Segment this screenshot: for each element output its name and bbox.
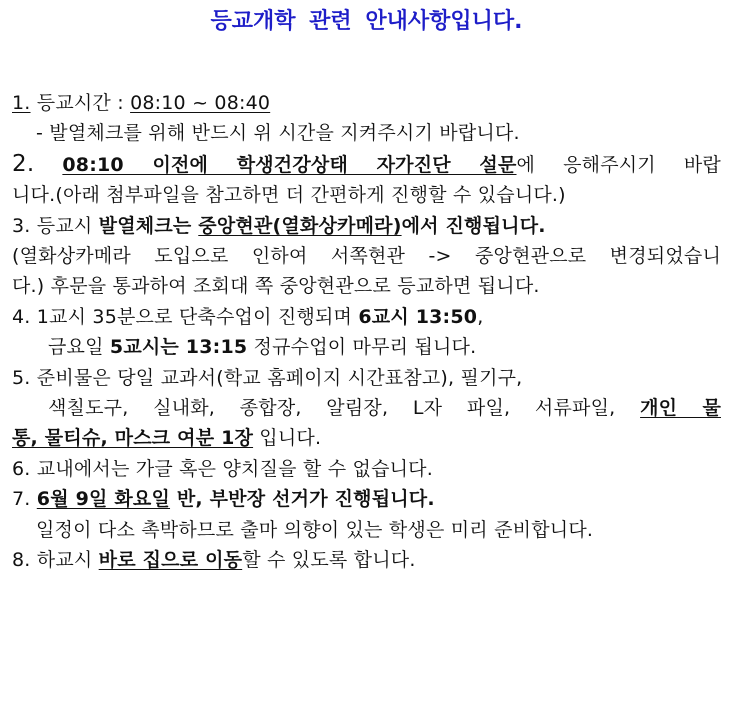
item-8-lead: 8. 하교시 — [12, 549, 99, 572]
item-5-line3-c: 입니다. — [253, 427, 322, 450]
item-4-line2-c: 정규수업이 마무리 됩니다. — [247, 336, 477, 359]
item-3-bold1: 발열체크는 — [98, 214, 199, 237]
item-4-line — [12, 302, 721, 332]
item-7-date: 6월 9일 화요일 — [36, 488, 171, 511]
item-5-line3-b: 통, 물티슈, 마스크 여분 1장 — [12, 427, 254, 450]
item-3-bold2: 에서 진행됩니다. — [401, 214, 546, 237]
item-3-lead: 3. 등교시 — [12, 214, 99, 237]
item-4-lead: 4. 1교시 35분으로 단축수업이 진행되며 — [12, 305, 359, 328]
item-1-sub: - 발열체크를 위해 반드시 위 시간을 지켜주시기 바랍니다. — [36, 122, 520, 145]
item-7-bold: 반, 부반장 선거가 진행됩니다. — [170, 488, 435, 511]
item-4-bold: 6교시 13:50 — [358, 305, 478, 328]
item-2-line — [12, 149, 721, 180]
item-2-number: 2. — [12, 150, 35, 177]
item-3-location: 중앙현관(열화상카메라) — [198, 214, 402, 237]
item-5-line2-b: 개인 물 — [640, 397, 721, 420]
item-1-number: 1. — [12, 92, 31, 114]
item-7-lead: 7. — [12, 488, 37, 511]
item-7-line — [12, 484, 721, 514]
item-7-sub: 일정이 다소 촉박하므로 출마 의향이 있는 학생은 미리 준비합니다. — [36, 518, 594, 541]
item-4-line2-a: 금요일 — [48, 336, 110, 359]
item-8-tail: 할 수 있도록 합니다. — [242, 549, 416, 572]
item-5-line2 — [12, 393, 721, 423]
item-4-line2 — [12, 332, 721, 362]
item-1-time: 08:10 ~ 08:40 — [130, 92, 271, 114]
item-5-line2-a: 색칠도구, 실내화, 종합장, 알림장, L자 파일, 서류파일, — [48, 397, 641, 420]
item-6-line: 6. 교내에서는 가글 혹은 양치질을 할 수 없습니다. — [12, 457, 433, 480]
item-5-line3 — [12, 423, 721, 453]
item-3-line3: 다.) 후문을 통과하여 조회대 쪽 중앙현관으로 등교하면 됩니다. — [12, 275, 540, 298]
item-1-label: 등교시간 : — [30, 92, 131, 114]
item-2-rest: 에 응해주시기 바랍 — [516, 153, 721, 176]
page-title: 등교개학 관련 안내사항입니다. — [210, 9, 523, 34]
item-3-line2: (열화상카메라 도입으로 인하여 서쪽현관 -> 중앙현관으로 변경되었습니 — [12, 245, 721, 268]
item-8-line — [12, 545, 721, 575]
item-1-line — [12, 88, 721, 118]
item-2-bold: 08:10 이전에 학생건강상태 자가진단 설문 — [62, 153, 517, 176]
item-8-bold: 바로 집으로 이동 — [98, 549, 243, 572]
item-5-line: 5. 준비물은 당일 교과서(학교 홈페이지 시간표참고), 필기구, — [12, 366, 523, 389]
item-4-tail: , — [477, 305, 484, 328]
item-4-line2-b: 5교시는 13:15 — [109, 336, 248, 359]
item-3-line — [12, 211, 721, 241]
item-2-line2: 니다.(아래 첨부파일을 참고하면 더 간편하게 진행할 수 있습니다.) — [12, 184, 566, 207]
notice-list — [12, 88, 721, 576]
